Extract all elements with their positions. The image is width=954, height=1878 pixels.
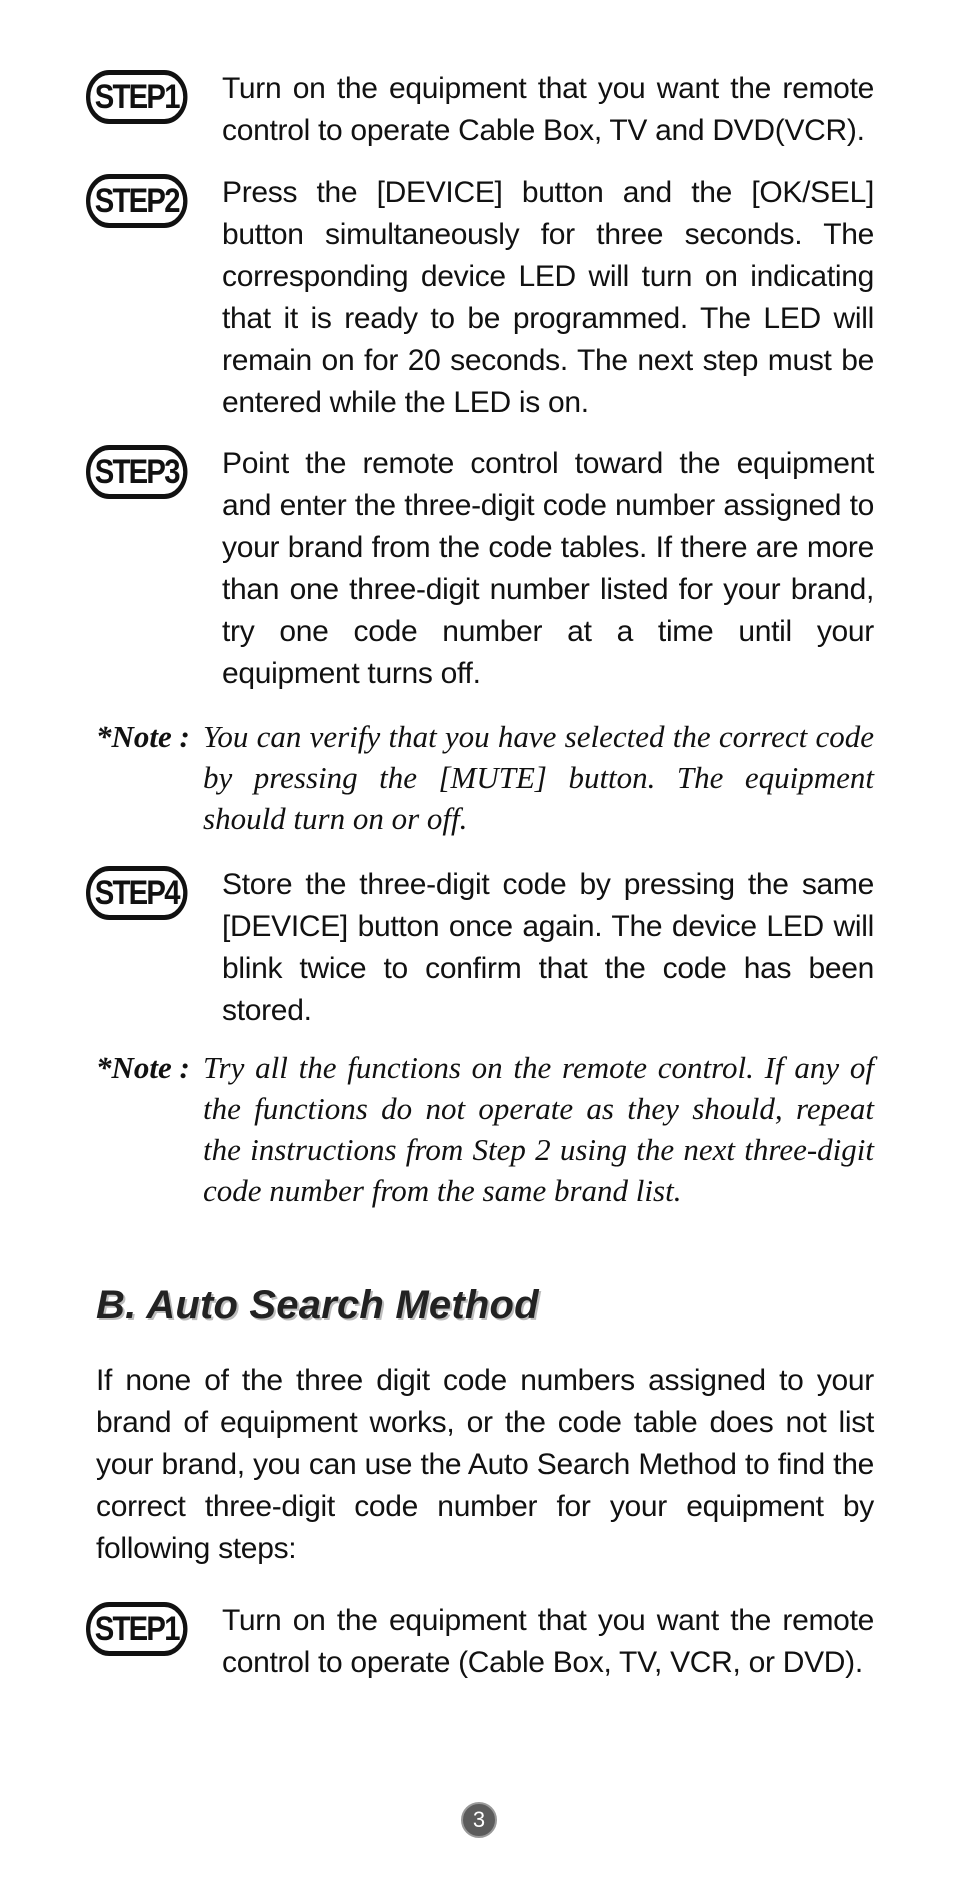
step-badge: STEP1 xyxy=(86,1602,187,1656)
step-badge: STEP4 xyxy=(86,866,187,920)
page-number: 3 xyxy=(461,1802,497,1838)
section-heading: B. Auto Search Method xyxy=(96,1283,539,1327)
step-text: Store the three-digit code by pressing the same [DEVICE] button once again. The device LED will blink twice to confirm that the code has been stored. xyxy=(222,868,874,1027)
step-text: Point the remote control toward the equipment and enter the three-digit code number assigned to your brand from the code tables. If there are more than one three-digit number listed for your brand, try one code number at a time until your equipment turns off. xyxy=(222,447,874,690)
step-badge: STEP2 xyxy=(86,174,187,228)
note-label: *Note : xyxy=(96,719,190,754)
note-text: You can verify that you have selected the correct code by pressing the [MUTE] button. The equipment should turn on or off. xyxy=(203,719,874,836)
step-text: Turn on the equipment that you want the remote control to operate (Cable Box, TV, VCR, or DVD). xyxy=(222,1604,874,1679)
step-badge: STEP1 xyxy=(86,70,187,124)
note-text: Try all the functions on the remote control. If any of the functions do not operate as they should, repeat the instructions from Step 2 using the next three-digit code number from the same brand list. xyxy=(203,1050,874,1208)
auto-search-intro: If none of the three digit code numbers assigned to your brand of equipment works, or the code table does not list your brand, you can use the Auto Search Method to find the correct three-digit code number for your equipment by following steps: xyxy=(96,1364,874,1565)
note-label: *Note : xyxy=(96,1050,190,1085)
step-text: Press the [DEVICE] button and the [OK/SEL] button simultaneously for three seconds. The corresponding device LED will turn on indicating that it is ready to be programmed. The LED will remain on for 20 seconds. The next step must be entered while the LED is on. xyxy=(222,176,874,419)
step-badge: STEP3 xyxy=(86,445,187,499)
step-text: Turn on the equipment that you want the remote control to operate Cable Box, TV and DVD(VCR). xyxy=(222,72,874,147)
